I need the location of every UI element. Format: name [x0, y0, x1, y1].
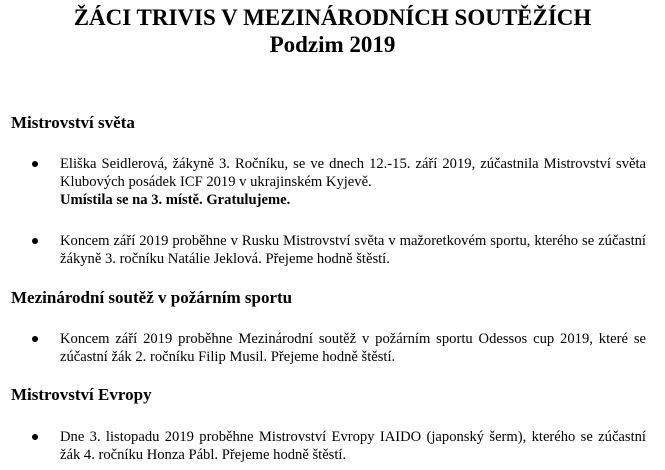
list-item-highlight: Umístila se na 3. místě. Gratulujeme. — [60, 192, 291, 208]
list-item-body: Eliška Seidlerová, žákyně 3. Ročníku, se ve dnech 12.-15. září 2019, zúčastnila Mistrovství světa Klubových posádek ICF 2019 v ukrajinském Kyjevě. — [60, 156, 646, 190]
bullet-icon — [32, 161, 38, 167]
section-heading-world-championship: Mistrovství světa — [11, 113, 135, 132]
bullet-icon — [32, 336, 38, 342]
document-title: ŽÁCI TRIVIS V MEZINÁRODNÍCH SOUTĚŽÍCH — [73, 5, 592, 30]
list-item-text: Koncem září 2019 proběhne v Rusku Mistrovství světa v mažoretkovém sportu, kterého se zúčastní žákyně 3. ročníku Natálie Jeklová. Přejeme hodně štěstí. — [60, 233, 646, 267]
bullet-icon — [32, 238, 38, 244]
list-item-text — [60, 155, 646, 209]
section-heading-european-championship: Mistrovství Evropy — [11, 385, 152, 404]
section-heading-fire-sport: Mezinárodní soutěž v požárním sportu — [11, 288, 293, 307]
list-item-text: Dne 3. listopadu 2019 proběhne Mistrovství Evropy IAIDO (japonský šerm), kterého se zúčastní žák 4. ročníku Honza Pábl. Přejeme hodně štěstí. — [60, 429, 646, 463]
list-item-text: Koncem září 2019 proběhne Mezinárodní soutěž v požárním sportu Odessos cup 2019, které se zúčastní žák 2. ročníku Filip Musil. Přejeme hodně štěstí. — [60, 331, 646, 365]
document-subtitle: Podzim 2019 — [269, 32, 396, 57]
bullet-icon — [32, 434, 38, 440]
